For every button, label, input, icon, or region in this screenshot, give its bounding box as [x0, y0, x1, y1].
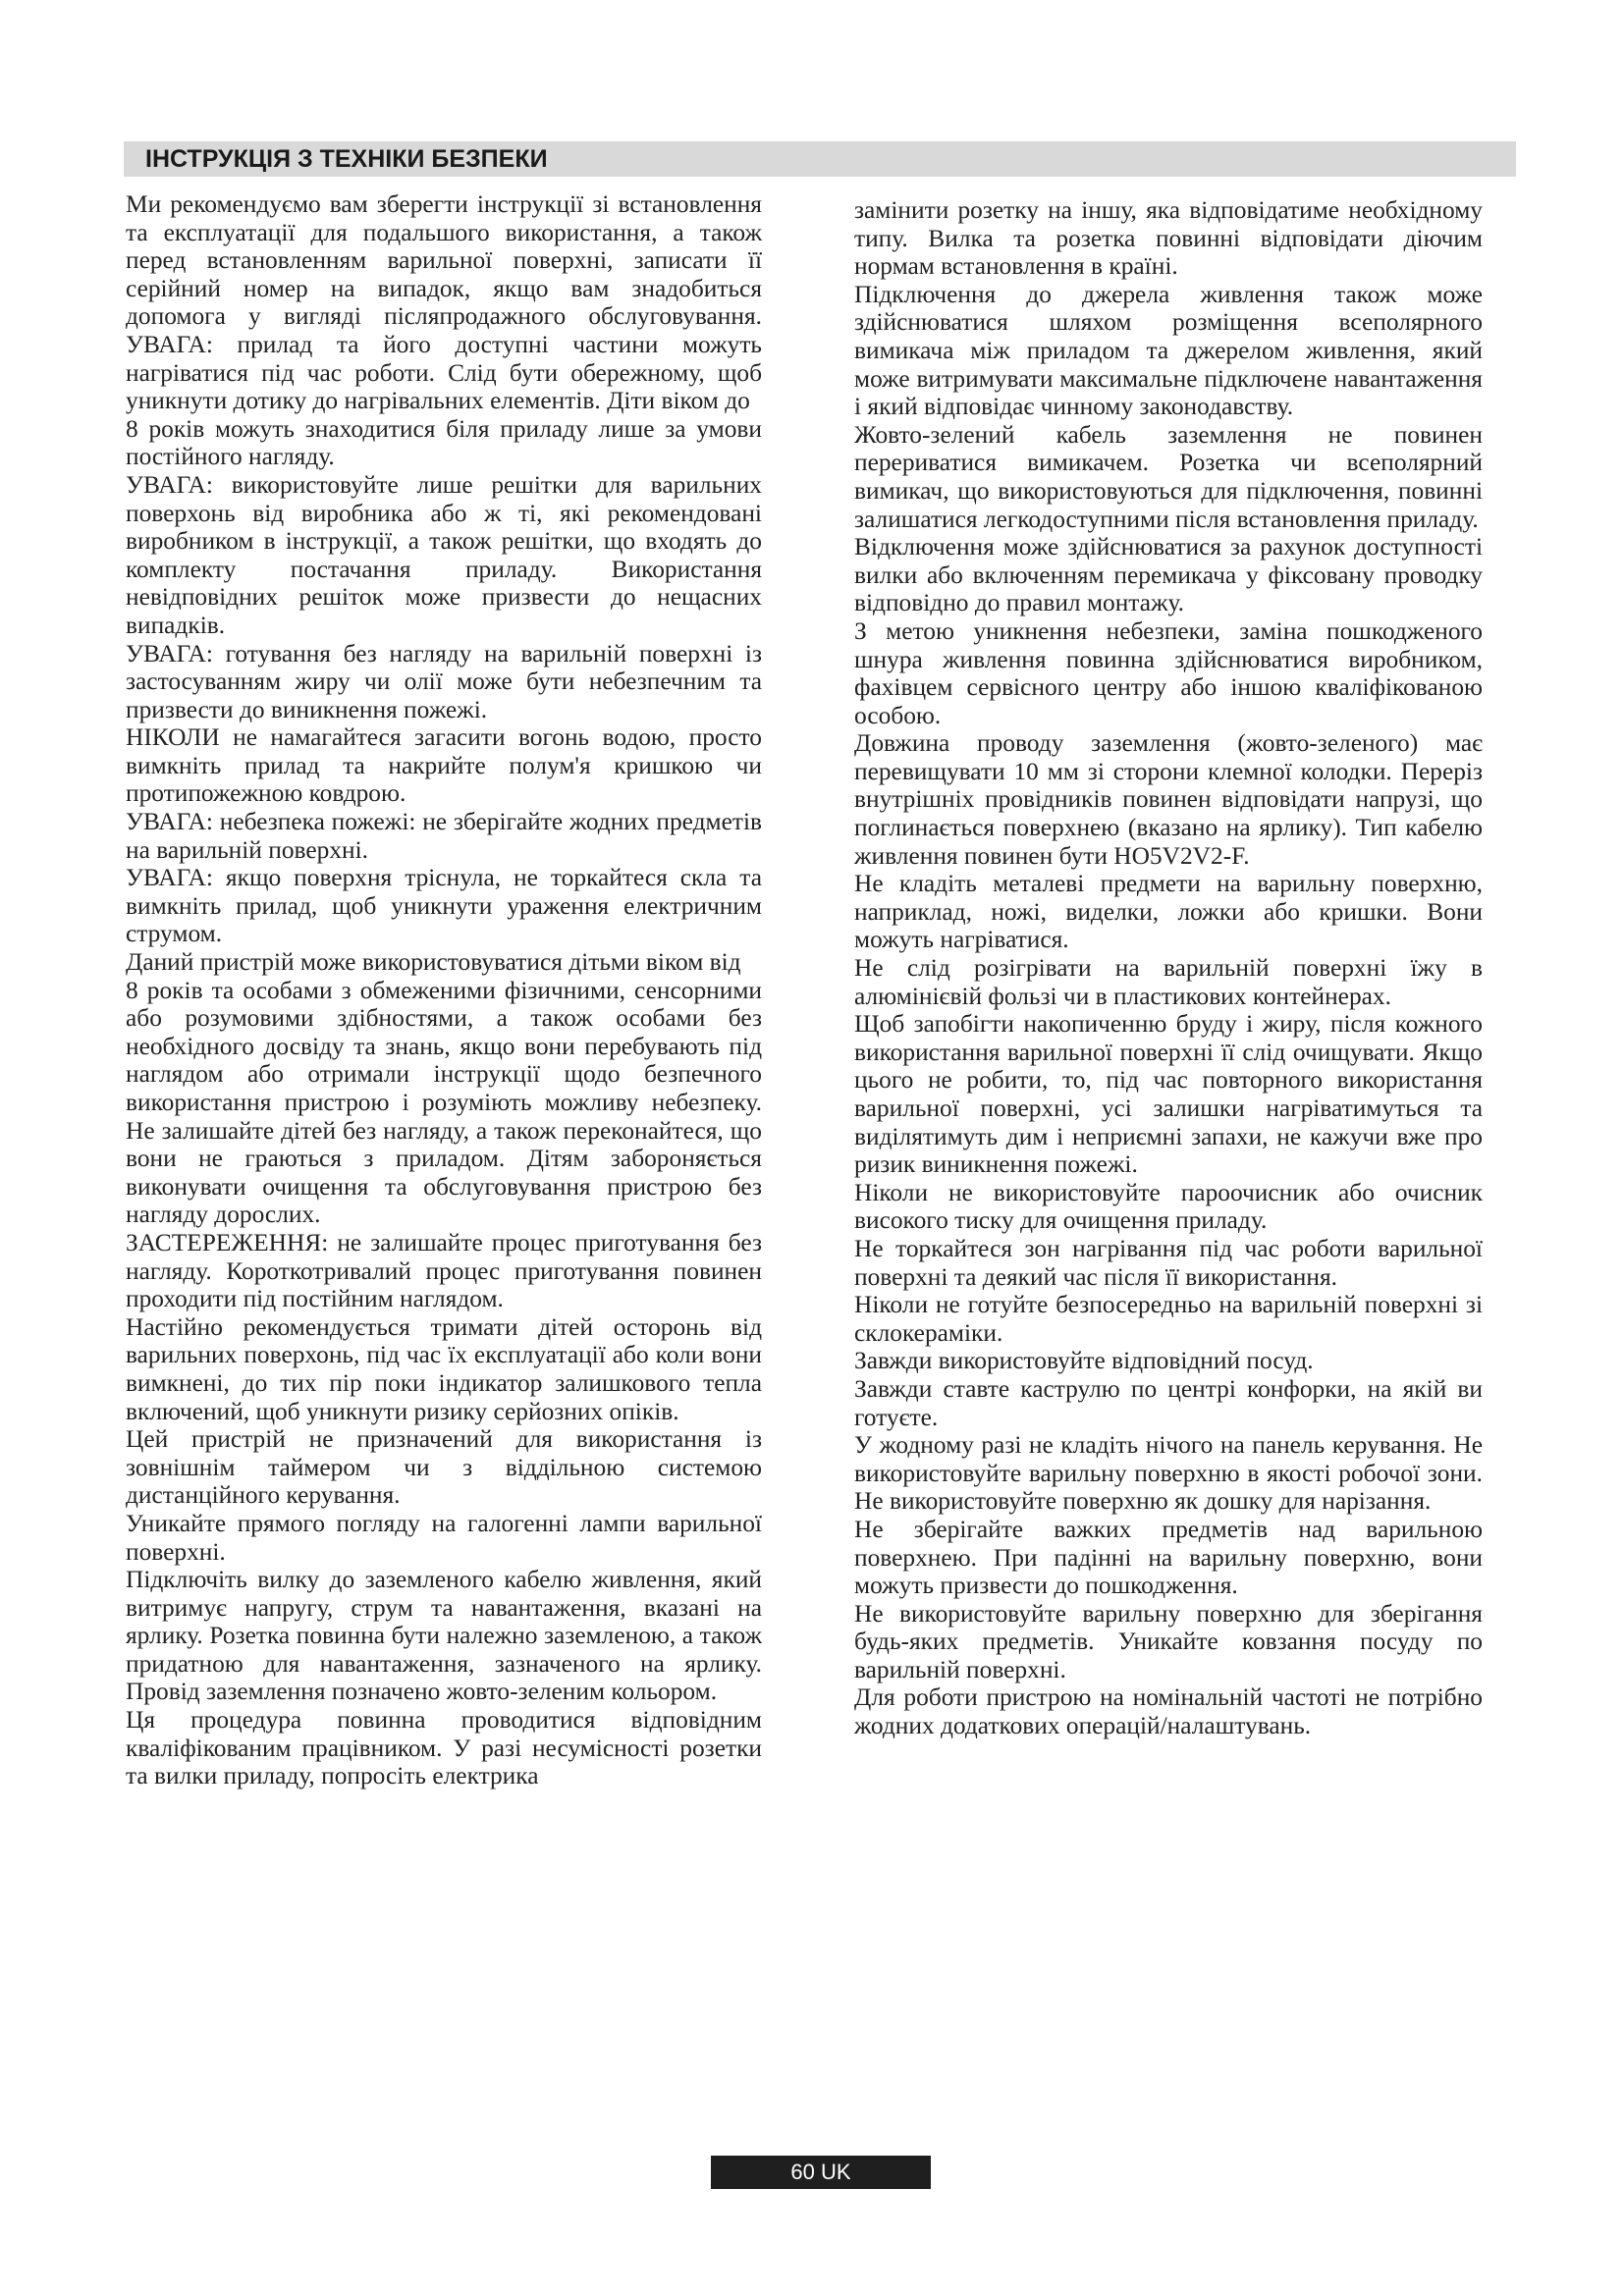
section-header-bar [124, 141, 1516, 177]
paragraph: Не використовуйте варильну поверхню для зберігання будь-яких предметів. Уникайте ковзання посуду по варильній поверхні. [854, 1599, 1483, 1683]
paragraph: З метою уникнення небезпеки, заміна пошкодженого шнура живлення повинна здійснюватися виробником, фахівцем сервісного центру або іншою кваліфікованою особою. [854, 616, 1483, 729]
paragraph: Завжди ставте каструлю по центрі конфорки, на якій ви готуєте. [854, 1374, 1483, 1431]
paragraph: НІКОЛИ не намагайтеся загасити вогонь водою, просто вимкніть прилад та накрийте полум'я кришкою чи протипожежною ковдрою. [126, 723, 762, 808]
paragraph: Не слід розігрівати на варильній поверхні їжу в алюмінієвій фользі чи в пластикових контейнерах. [854, 954, 1483, 1010]
paragraph: Уникайте прямого погляду на галогенні лампи варильної поверхні. [126, 1509, 762, 1566]
paragraph: Щоб запобігти накопиченню бруду і жиру, після кожного використання варильної поверхні її слід очищувати. Якщо цього не робити, то, під час повторного використання варильної поверхні, усі залишки нагріватимуться та виділятимуть дим і неприємні запахи, не кажучи вже про ризик виникнення пожежі. [854, 1010, 1483, 1179]
paragraph: Для роботи пристрою на номінальній частоті не потрібно жодних додаткових операцій/налаштувань. [854, 1683, 1483, 1740]
paragraph: Ми рекомендуємо вам зберегти інструкції зі встановлення та експлуатації для подальшого використання, а також перед встановленням варильної поверхні, записати її серійний номер на випадок, якщо вам знадобиться допомога у вигляді післяпродажного обслуговування. УВАГА: прилад та його доступні частини можуть нагріватися під час роботи. Слід бути обережному, щоб уникнути дотику до нагрівальних елементів. Діти віком до [126, 190, 762, 415]
paragraph: УВАГА: небезпека пожежі: не зберігайте жодних предметів на варильній поверхні. [126, 808, 762, 864]
paragraph: УВАГА: якщо поверхня тріснула, не торкайтеся скла та вимкніть прилад, щоб уникнути ураження електричним струмом. [126, 864, 762, 948]
right-text-column [854, 196, 1483, 1740]
left-text-column [126, 190, 762, 1790]
paragraph: Підключення до джерела живлення також може здійснюватися шляхом розміщення всеполярного вимикача між приладом та джерелом живлення, який може витримувати максимальне підключене навантаження і який відповідає чинному законодавству. [854, 280, 1483, 421]
paragraph: Ніколи не готуйте безпосередньо на варильній поверхні зі склокераміки. [854, 1291, 1483, 1347]
paragraph: Настійно рекомендується тримати дітей осторонь від варильних поверхонь, під час їх експлуатації або коли вони вимкнені, до тих пір поки індикатор залишкового тепла включений, щоб уникнути ризику серйозних опіків. [126, 1312, 762, 1425]
paragraph: 8 років та особами з обмеженими фізичними, сенсорними або розумовими здібностями, а також особами без необхідного досвіду та знань, якщо вони перебувають під наглядом або отримали інструкції щодо безпечного використання пристрою і розуміють можливу небезпеку. Не залишайте дітей без нагляду, а також переконайтеся, що вони не граються з приладом. Дітям забороняється виконувати очищення та обслуговування пристрою без нагляду дорослих. [126, 976, 762, 1229]
paragraph: УВАГА: використовуйте лише решітки для варильних поверхонь від виробника або ж ті, які рекомендовані виробником в інструкції, а також решітки, що входять до комплекту постачання приладу. Використання невідповідних решіток може призвести до нещасних випадків. [126, 470, 762, 639]
paragraph: Ніколи не використовуйте пароочисник або очисник високого тиску для очищення приладу. [854, 1178, 1483, 1235]
paragraph: Довжина проводу заземлення (жовто-зеленого) має перевищувати 10 мм зі сторони клемної колодки. Переріз внутрішніх провідників повинен відповідати напрузі, що поглинається поверхнею (вказано на ярлику). Тип кабелю живлення повинен бути HO5V2V2-F. [854, 729, 1483, 870]
paragraph: Жовто-зелений кабель заземлення не повинен перериватися вимикачем. Розетка чи всеполярний вимикач, що використовуються для підключення, повинні залишатися легкодоступними після встановлення приладу. [854, 420, 1483, 533]
paragraph: У жодному разі не кладіть нічого на панель керування. Не використовуйте варильну поверхню в якості робочої зони. Не використовуйте поверхню як дошку для нарізання. [854, 1431, 1483, 1516]
paragraph: Не торкайтеся зон нагрівання під час роботи варильної поверхні та деякий час після її використання. [854, 1234, 1483, 1291]
paragraph: Цей пристрій не призначений для використання із зовнішнім таймером чи з віддільною системою дистанційного керування. [126, 1425, 762, 1510]
section-title: ІНСТРУКЦІЯ З ТЕХНІКИ БЕЗПЕКИ [145, 145, 548, 173]
paragraph: Ця процедура повинна проводитися відповідним кваліфікованим працівником. У разі несумісності розетки та вилки приладу, попросіть електрика [126, 1706, 762, 1790]
paragraph: 8 років можуть знаходитися біля приладу лише за умови постійного нагляду. [126, 414, 762, 471]
paragraph: Даний пристрій може використовуватися дітьми віком від [126, 948, 741, 977]
paragraph: УВАГА: готування без нагляду на варильній поверхні із застосуванням жиру чи олії може бути небезпечним та призвести до виникнення пожежі. [126, 639, 762, 723]
paragraph: замінити розетку на іншу, яка відповідатиме необхідному типу. Вилка та розетка повинні відповідати діючим нормам встановлення в країні. [854, 196, 1483, 281]
paragraph: Завжди використовуйте відповідний посуд. [854, 1347, 1314, 1375]
page-number-footer: 60 UK [711, 2156, 931, 2189]
paragraph: Не зберігайте важких предметів над варильною поверхнею. При падінні на варильну поверхню, вони можуть призвести до пошкодження. [854, 1515, 1483, 1600]
paragraph: Підключіть вилку до заземленого кабелю живлення, який витримує напругу, струм та навантаження, вказані на ярлику. Розетка повинна бути належно заземленою, а також придатною для навантаження, зазначеного на ярлику. Провід заземлення позначено жовто-зеленим кольором. [126, 1566, 762, 1706]
paragraph: Відключення може здійснюватися за рахунок доступності вилки або включенням перемикача у фіксовану проводку відповідно до правил монтажу. [854, 533, 1483, 617]
paragraph: Не кладіть металеві предмети на варильну поверхню, наприклад, ножі, виделки, ложки або кришки. Вони можуть нагріватися. [854, 870, 1483, 954]
paragraph: ЗАСТЕРЕЖЕННЯ: не залишайте процес приготування без нагляду. Короткотривалий процес приготування повинен проходити під постійним наглядом. [126, 1228, 762, 1313]
